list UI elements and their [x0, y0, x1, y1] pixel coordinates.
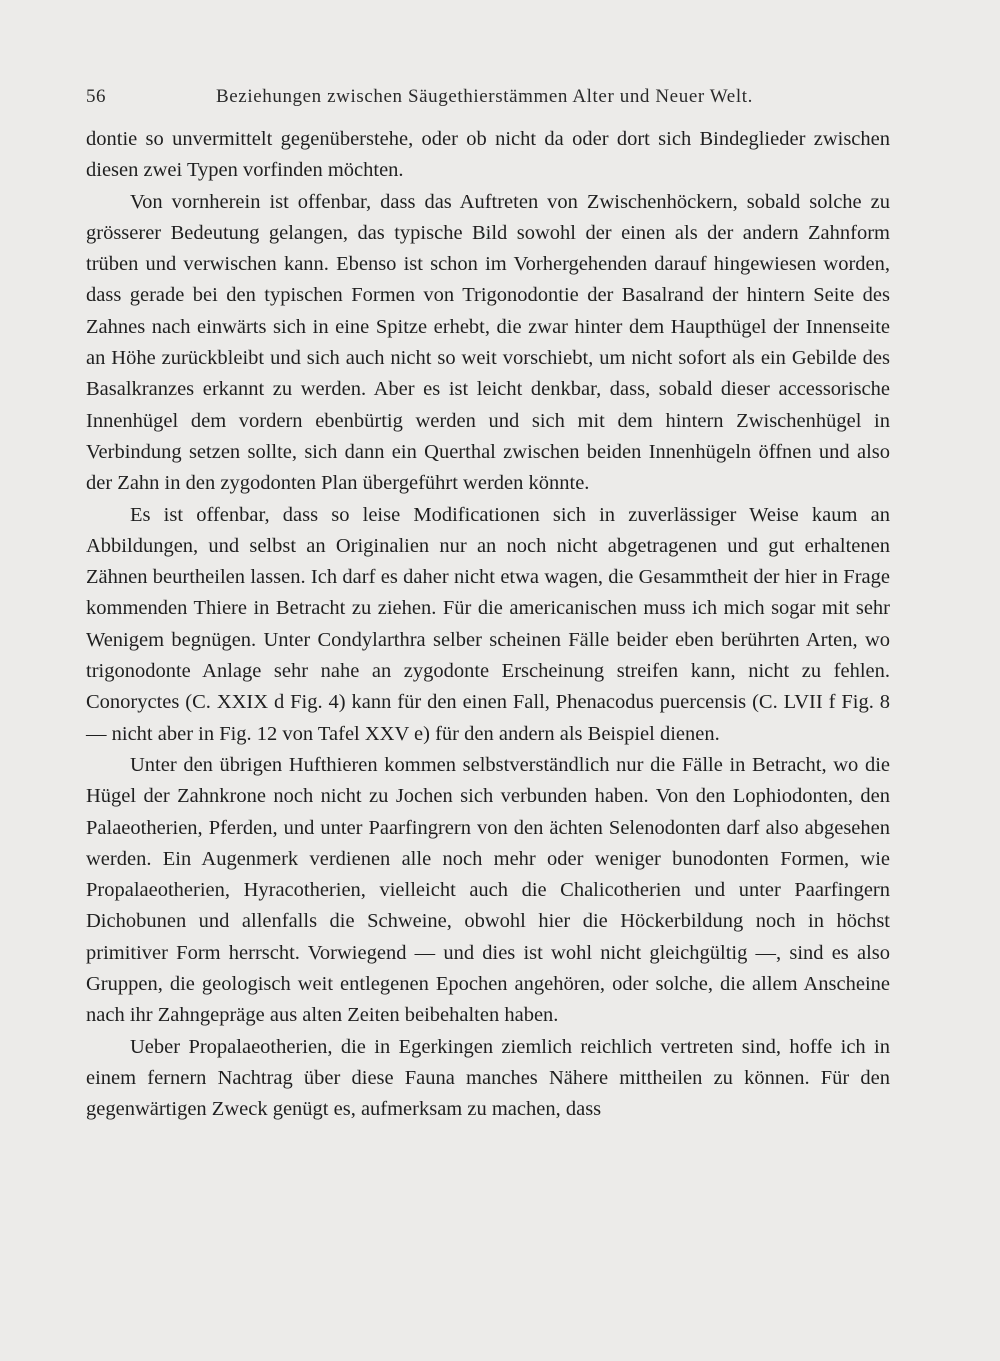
page-header [86, 86, 896, 116]
page-number: 56 [86, 86, 106, 107]
running-title: Beziehungen zwischen Säugethierstämmen Alter und Neuer Welt. [216, 86, 753, 107]
paragraph-continued: dontie so unvermittelt gegenüberstehe, oder ob nicht da oder dort sich Bindeglieder zwischen diesen zwei Typen vorfinden möchten. [86, 128, 890, 182]
paragraph: Es ist offenbar, dass so leise Modificationen sich in zuverlässiger Weise kaum an Abbildungen, und selbst an Originalien nur an noch nicht abgetragenen und gut erhaltenen Zähnen beurtheilen lassen. Ich darf es daher nicht etwa wagen, die Gesammtheit der hier in Frage kommenden Thiere in Betracht zu ziehen. Für die americanischen muss ich mich sogar mit sehr Wenigem begnügen. Unter Condylarthra selber scheinen Fälle beider eben berührten Arten, wo trigonodonte Anlage sehr nahe an zygodonte Erscheinung streifen kann, nicht zu fehlen. Conoryctes (C. XXIX d Fig. 4) kann für den einen Fall, Phenacodus puercensis (C. LVII f Fig. 8 — nicht aber in Fig. 12 von Tafel XXV e) für den andern als Beispiel dienen. [86, 503, 890, 745]
paragraph: Ueber Propalaeotherien, die in Egerkingen ziemlich reichlich vertreten sind, hoffe ich in einem fernern Nachtrag über diese Fauna manches Nähere mittheilen zu können. Für den gegenwärtigen Zweck genügt es, aufmerksam zu machen, dass [86, 1035, 890, 1121]
paragraph: Unter den übrigen Hufthieren kommen selbstverständlich nur die Fälle in Betracht, wo die Hügel der Zahnkrone noch nicht zu Jochen sich verbunden haben. Von den Lophiodonten, den Palaeotherien, Pferden, und unter Paarfingrern von den ächten Selenodonten darf also abgesehen werden. Ein Augenmerk verdienen alle noch mehr oder weniger bunodonten Formen, wie Propalaeotherien, Hyracotherien, vielleicht auch die Chalicotherien und unter Paarfingern Dichobunen und allenfalls die Schweine, obwohl hier die Höckerbildung noch in höchst primitiver Form herrscht. Vorwiegend — und dies ist wohl nicht gleichgültig —, sind es also Gruppen, die geologisch weit entlegenen Epochen angehören, oder solche, die allem Anscheine nach ihr Zahngepräge aus alten Zeiten beibehalten haben. [86, 753, 890, 1027]
paragraph: Von vornherein ist offenbar, dass das Auftreten von Zwischenhöckern, sobald solche zu grösserer Bedeutung gelangen, das typische Bild sowohl der einen als der andern Zahnform trüben und verwischen kann. Ebenso ist schon im Vorhergehenden darauf hingewiesen worden, dass gerade bei den typischen Formen von Trigonodontie der Basalrand der hintern Seite des Zahnes nach einwärts sich in eine Spitze erhebt, die zwar hinter dem Haupthügel der Innenseite an Höhe zurückbleibt und sich auch nicht so weit vorschiebt, um nicht sofort als ein Gebilde des Basalkranzes erkannt zu werden. Aber es ist leicht denkbar, dass, sobald dieser accessorische Innenhügel dem vordern ebenbürtig werden und sich mit dem hintern Zwischenhügel in Verbindung setzen sollte, sich dann ein Querthal zwischen beiden Innenhügeln öffnen und also der Zahn in den zygodonten Plan übergeführt werden könnte. [86, 190, 890, 495]
body-text [86, 124, 890, 1126]
